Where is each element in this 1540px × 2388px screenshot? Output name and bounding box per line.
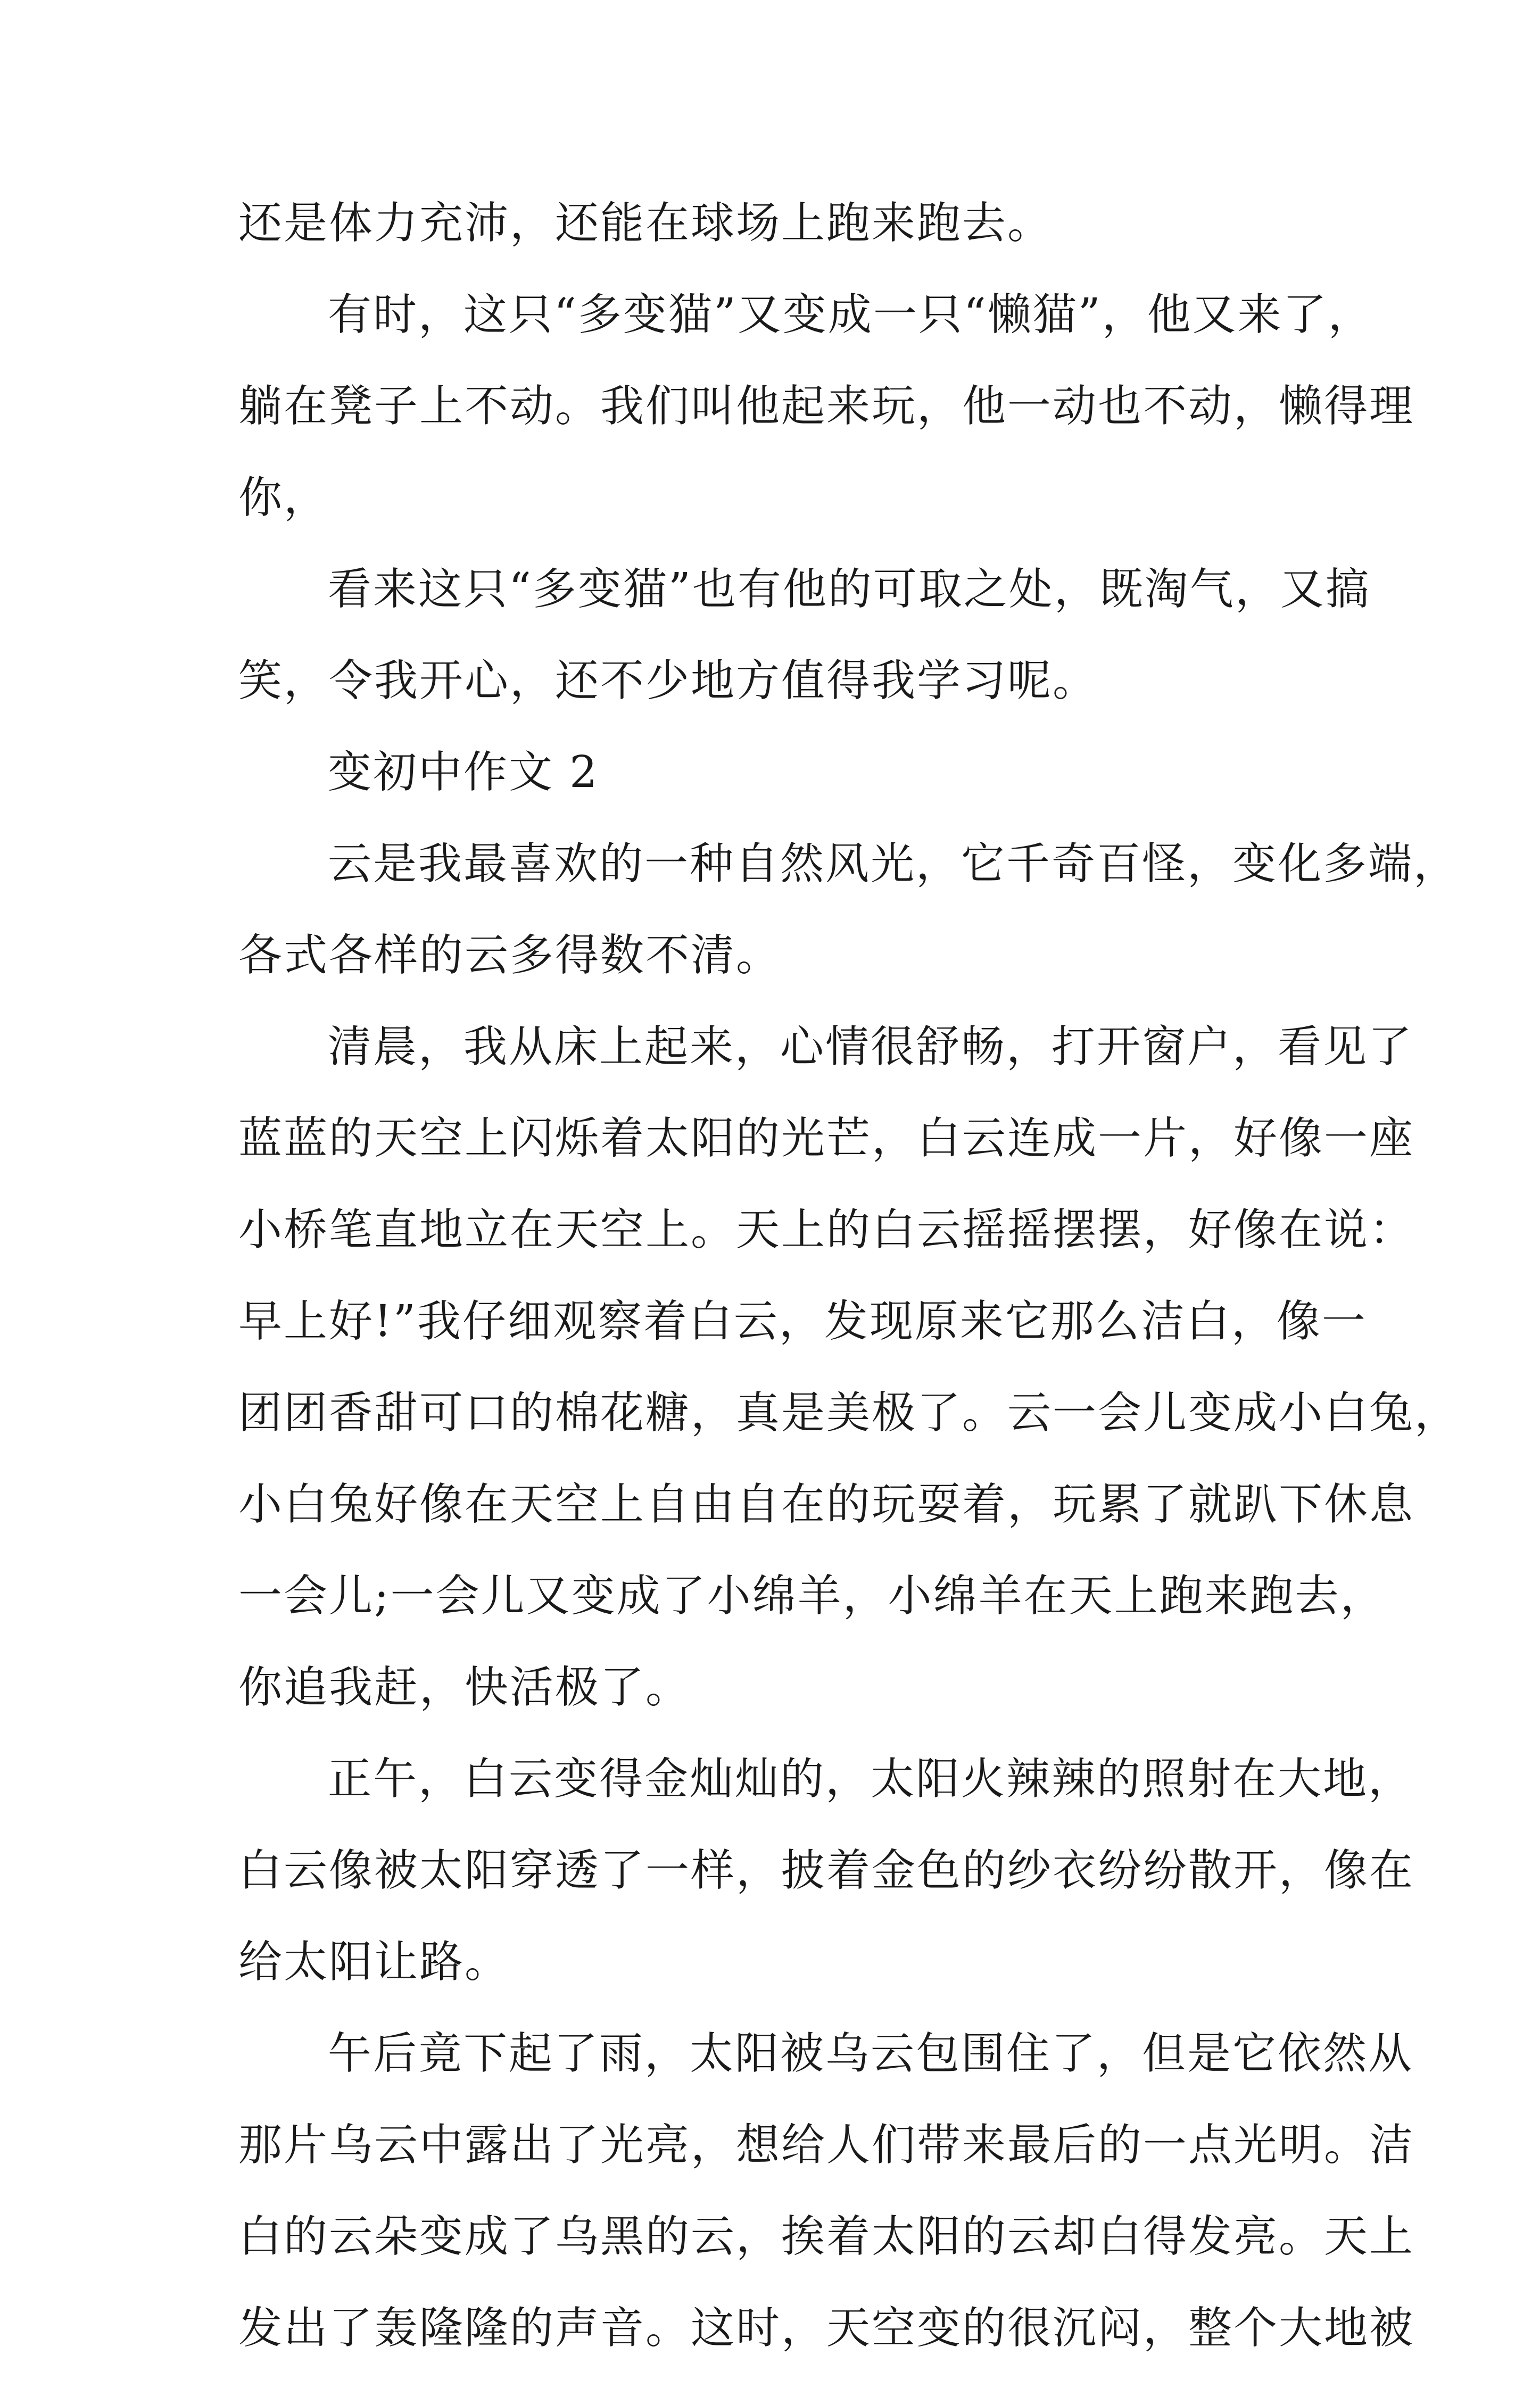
text-line: 云是我最喜欢的一种自然风光，它千奇百怪，变化多端， [328, 839, 1459, 889]
text-line: 清晨，我从床上起来，心情很舒畅，打开窗户，看见了 [328, 1022, 1414, 1072]
paragraph [238, 283, 1415, 558]
text-line: 发出了轰隆隆的声音。这时，天空变的很沉闷，整个大地被 [238, 2303, 1415, 2353]
text-line: 有时，这只“多变猫”又变成一只“懒猫”，他又来了， [328, 289, 1373, 340]
text-line: 白云像被太阳穿透了一样，披着金色的纱衣纷纷散开，像在 [238, 1845, 1415, 1896]
text-line: 你， [238, 472, 329, 523]
paragraph [238, 1015, 1460, 1747]
text-line: 一会儿;一会儿又变成了小绵羊，小绵羊在天上跑来跑去， [238, 1571, 1386, 1621]
paragraph [238, 558, 1371, 741]
text-line: 那片乌云中露出了光亮，想给人们带来最后的一点光明。洁 [238, 2120, 1415, 2170]
text-line: 笑，令我开心，还不少地方值得我学习呢。 [238, 656, 1098, 706]
paragraph [238, 832, 1459, 1015]
paragraph [238, 192, 1324, 283]
text-line: 还是体力充沛，还能在球场上跑来跑去。 [238, 198, 1053, 248]
text-line: 小白兔好像在天空上自由自在的玩耍着，玩累了就趴下休息 [238, 1479, 1415, 1530]
section-heading [238, 741, 1324, 832]
text-line: 团团香甜可口的棉花糖，真是美极了。云一会儿变成小白兔， [238, 1388, 1460, 1438]
text-line: 各式各样的云多得数不清。 [238, 930, 782, 981]
text-line: 早上好!”我仔细观察着白云，发现原来它那么洁白，像一 [238, 1296, 1367, 1347]
heading-text: 变初中作文 2 [328, 747, 599, 798]
text-line: 白的云朵变成了乌黑的云，挨着太阳的云却白得发亮。天上 [238, 2211, 1415, 2262]
text-line: 给太阳让路。 [238, 1937, 510, 1987]
paragraph [238, 2022, 1415, 2388]
text-line: 正午，白云变得金灿灿的，太阳火辣辣的照射在大地， [328, 1754, 1414, 1804]
text-line: 蓝蓝的天空上闪烁着太阳的光芒，白云连成一片，好像一座 [238, 1113, 1415, 1164]
text-line: 你追我赶，快活极了。 [238, 1662, 691, 1713]
text-line: 看来这只“多变猫”也有他的可取之处，既淘气，又搞 [328, 564, 1371, 615]
paragraph [238, 1747, 1415, 2022]
text-line: 小桥笔直地立在天空上。天上的白云摇摇摆摆，好像在说： [238, 1205, 1415, 1255]
text-line: 午后竟下起了雨，太阳被乌云包围住了，但是它依然从 [328, 2028, 1414, 2079]
document-body [238, 192, 1460, 2388]
text-line: 躺在凳子上不动。我们叫他起来玩，他一动也不动，懒得理 [238, 381, 1415, 432]
